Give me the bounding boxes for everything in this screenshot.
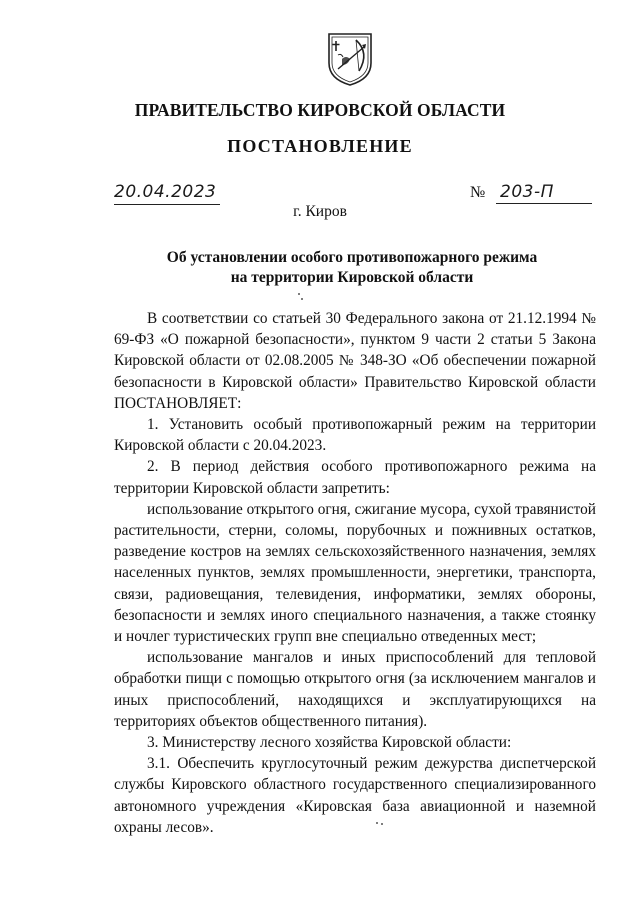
scan-speck [381,823,383,825]
kirov-coat-of-arms-icon [326,31,374,87]
city: г. Киров [293,203,347,220]
item-3-1: 3.1. Обеспечить круглосуточный режим дежурства диспетчерской службы Кировского областного государственного специализированного автономного учреждения «Кировская база авиационной и наземной охраны лесов». [114,755,596,836]
item-2: 2. В период действия особого противопожарного режима на территории Кировской области запретить: [114,458,596,497]
document-number-field [470,182,592,204]
item-2-subitem-b: использование мангалов и иных приспособлений для тепловой обработки пищи с помощью открытого огня (за исключением мангалов и иных приспособлений, находящихся и эксплуатирующихся на территориях объектов общественного питания). [114,649,596,730]
item-2-subitem-a: использование открытого огня, сжигание мусора, сухой травянистой растительности, стерни, соломы, порубочных и пожнивных остатков, разведение костров на землях сельскохозяйственного назначения, землях населенных пунктов, землях промышленности, энергетики, транспорта, связи, радиовещания, телевидения, информатики, землях обороны, безопасности и землях иного специального назначения, а также стоянку и ночлег туристических групп вне специально отведенных мест; [114,500,596,646]
preamble-paragraph: В соответствии со статьей 30 Федерального закона от 21.12.1994 № 69-ФЗ «О пожарной безопасности», пунктом 9 части 2 статьи 5 Закона Кировской области от 02.08.2005 № 348-ЗО «Об обеспечении пожарной безопасности в Кировской области» Правительство Кировской области ПОСТАНОВЛЯЕТ: [114,310,596,412]
scan-speck [376,822,378,824]
document-number: 203-П [500,182,554,202]
title-line-1: Об установлении особого противопожарного режима [166,249,538,266]
document-body [114,308,596,838]
scan-speck [298,293,300,295]
document-type: ПОСТАНОВЛЕНИЕ [227,136,413,156]
document-date-field [114,182,220,205]
item-3: 3. Министерству лесного хозяйства Кировской области: [147,734,512,752]
title-line-2: на территории Кировской области [230,269,474,286]
document-title [140,248,564,288]
document-date: 20.04.2023 [114,182,217,202]
scan-speck [301,298,303,300]
number-label: № [470,184,486,201]
government-name: ПРАВИТЕЛЬСТВО КИРОВСКОЙ ОБЛАСТИ [134,100,506,120]
item-1: 1. Установить особый противопожарный режим на территории Кировской области с 20.04.2023. [114,416,596,455]
